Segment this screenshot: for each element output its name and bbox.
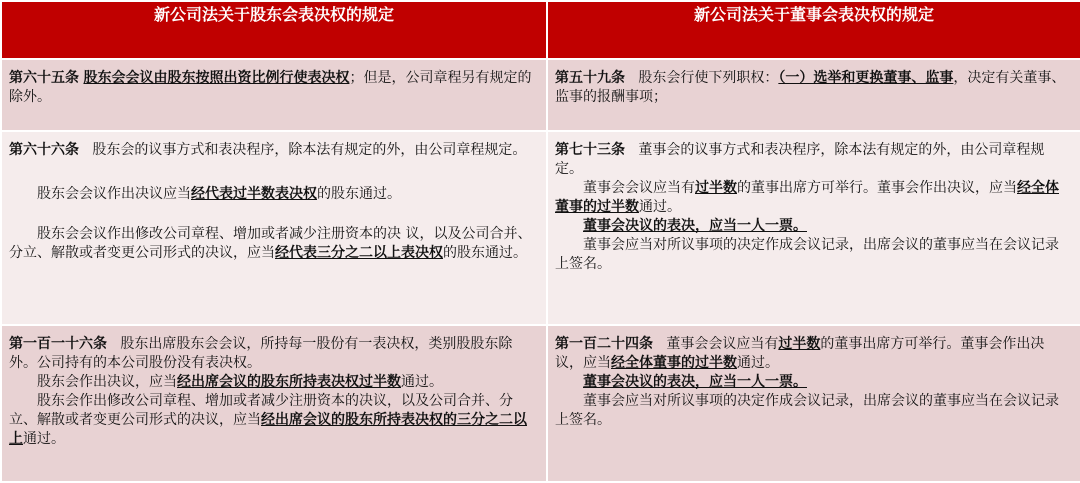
article-number: 第一百二十四条 [555,336,653,352]
provision-text: 股东会作出决议，应当 [37,374,177,390]
provision-text: 股东出席股东会会议，所持每一股份有一表决权，类别股股东除外。公司持有的本公司股份没有表决权。 [9,336,513,371]
provision-text: 的股东通过。 [443,245,527,261]
key-provision: （一）选举和更换董事、监事 [778,70,954,86]
provision-text: 股东会会议作出修改公司章程、增加或者减少注册资本的决 议，以及公司合并、分立、解散或者变更公司形式的决议，应当 [9,226,532,261]
key-provision: 经出席会议的股东所持表决权过半数 [177,374,401,390]
cell-article-66 [1,131,547,325]
cell-article-124 [547,325,1080,482]
provision-text: 董事会会议应当有 [666,336,779,352]
provision-text: 董事会的议事方式和表决程序，除本法有规定的外，由公司章程规定。 [555,142,1045,177]
provision-text: 通过。 [639,199,681,215]
cell-article-116 [1,325,547,482]
provision-text: 股东会的议事方式和表决程序，除本法有规定的外，由公司章程规定。 [92,142,527,158]
table-row [1,131,1080,325]
cell-article-65 [1,59,547,131]
provision-text: 董事会会议应当有 [583,180,695,196]
key-provision: 董事会决议的表决，应当一人一票。 [583,218,807,234]
key-provision: 过半数 [778,336,821,352]
provision-text: ，决定有关董事、监事的报酬事项； [555,70,1066,105]
provision-text: 的董事出席方可举行。董事会作出决议，应当 [737,180,1017,196]
provision-text: 通过。 [401,374,443,390]
article-number: 第六十五条 [9,70,79,86]
provision-text: 的董事出席方可举行。董事会作出决议，应当 [555,336,1045,371]
key-provision: 经代表三分之二以上表决权 [275,245,443,261]
key-provision: 经全体董事的过半数 [555,180,1059,215]
provision-text: 通过。 [737,355,779,371]
key-provision: 过半数 [695,180,737,196]
key-provision: 董事会决议的表决，应当一人一票。 [583,374,807,390]
article-number: 第七十三条 [555,142,625,158]
provision-text: 股东会作出修改公司章程、增加或者减少注册资本的决议，以及公司合并、分立、解散或者变更公司形式的决议，应当 [9,393,513,428]
cell-article-59 [547,59,1080,131]
table-row [1,325,1080,482]
provision-text: 股东会会议作出决议应当 [37,186,191,202]
key-provision: 股东会会议由股东按照出资比例行使表决权 [83,70,350,86]
article-number: 第六十六条 [9,142,79,158]
provision-text: 通过。 [23,431,65,447]
article-number: 第五十九条 [555,70,625,86]
header-board-voting: 新公司法关于董事会表决权的规定 [547,1,1080,59]
cell-article-73 [547,131,1080,325]
header-shareholders-voting: 新公司法关于股东会表决权的规定 [1,1,547,59]
table-row [1,59,1080,131]
key-provision: 经出席会议的股东所持表决权的三分之二以上 [9,412,527,447]
provision-text: 股东会行使下列职权： [638,70,779,86]
key-provision: 经全体董事的过半数 [611,355,737,371]
key-provision: 经代表过半数表决权 [191,186,317,202]
provision-text: 董事会应当对所议事项的决定作成会议记录，出席会议的董事应当在会议记录上签名。 [555,237,1059,272]
provision-text: 的股东通过。 [317,186,401,202]
provision-text: 董事会应当对所议事项的决定作成会议记录，出席会议的董事应当在会议记录上签名。 [555,393,1059,428]
provision-text: ；但是，公司章程另有规定的除外。 [9,70,532,105]
article-number: 第一百一十六条 [9,336,107,352]
